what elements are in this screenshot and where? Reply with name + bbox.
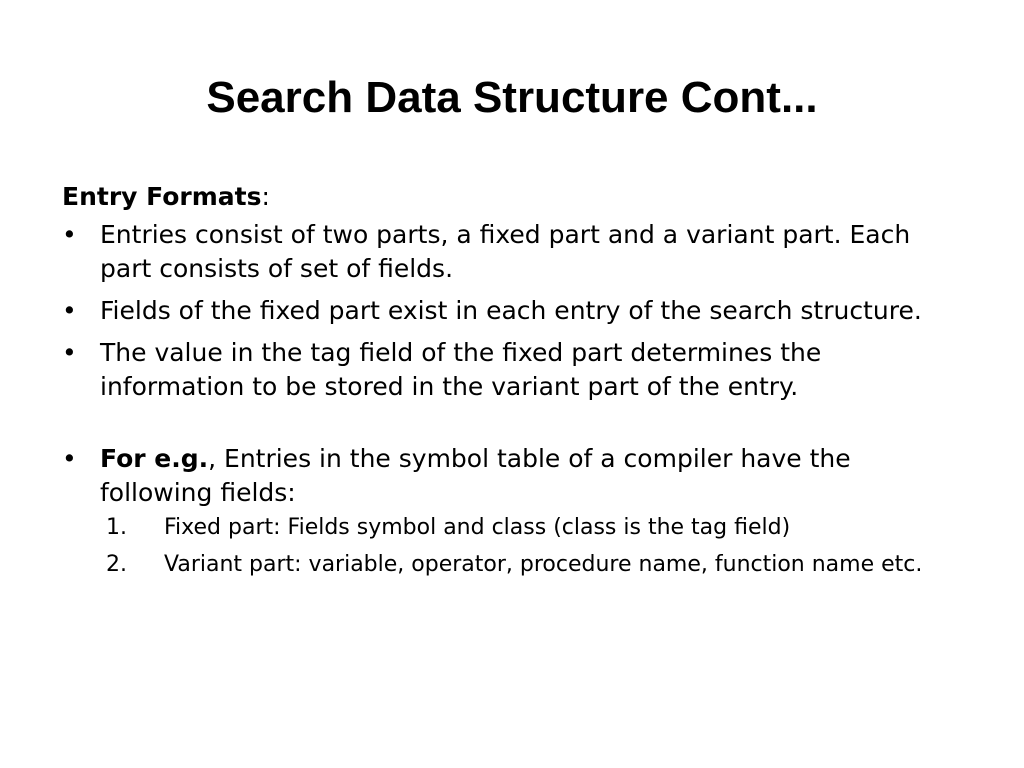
bullet-text: Entries consist of two parts, a fixed part and a variant part. Each part consists of set of fields. [100, 220, 911, 283]
item-text: Variant part: variable, operator, procedure name, function name etc. [164, 552, 923, 577]
bullet-item [62, 294, 962, 328]
slide-body [62, 180, 962, 588]
item-number: 2. [106, 552, 127, 577]
bullet-item-example [62, 442, 962, 580]
example-text: , Entries in the symbol table of a compiler have the following fields: [100, 444, 851, 507]
numbered-list [100, 512, 962, 580]
section-heading [62, 180, 962, 214]
section-heading-suffix: : [261, 182, 270, 211]
section-heading-label: Entry Formats [62, 182, 262, 211]
bullet-dot-icon: • [62, 444, 77, 473]
bullet-item [62, 336, 962, 404]
bullet-text: The value in the tag field of the fixed part determines the information to be stored in the variant part of the entry. [100, 338, 822, 401]
bullet-dot-icon: • [62, 220, 77, 249]
example-lead: For e.g. [100, 444, 209, 473]
slide-title: Search Data Structure Cont... [206, 73, 818, 122]
bullet-item [62, 218, 962, 286]
numbered-item [100, 512, 962, 543]
item-text: Fixed part: Fields symbol and class (class is the tag field) [164, 515, 791, 540]
bullet-list [62, 218, 962, 580]
numbered-item [100, 549, 962, 580]
item-number: 1. [106, 515, 127, 540]
bullet-dot-icon: • [62, 338, 77, 367]
bullet-dot-icon: • [62, 296, 77, 325]
bullet-text: Fields of the fixed part exist in each entry of the search structure. [100, 296, 922, 325]
